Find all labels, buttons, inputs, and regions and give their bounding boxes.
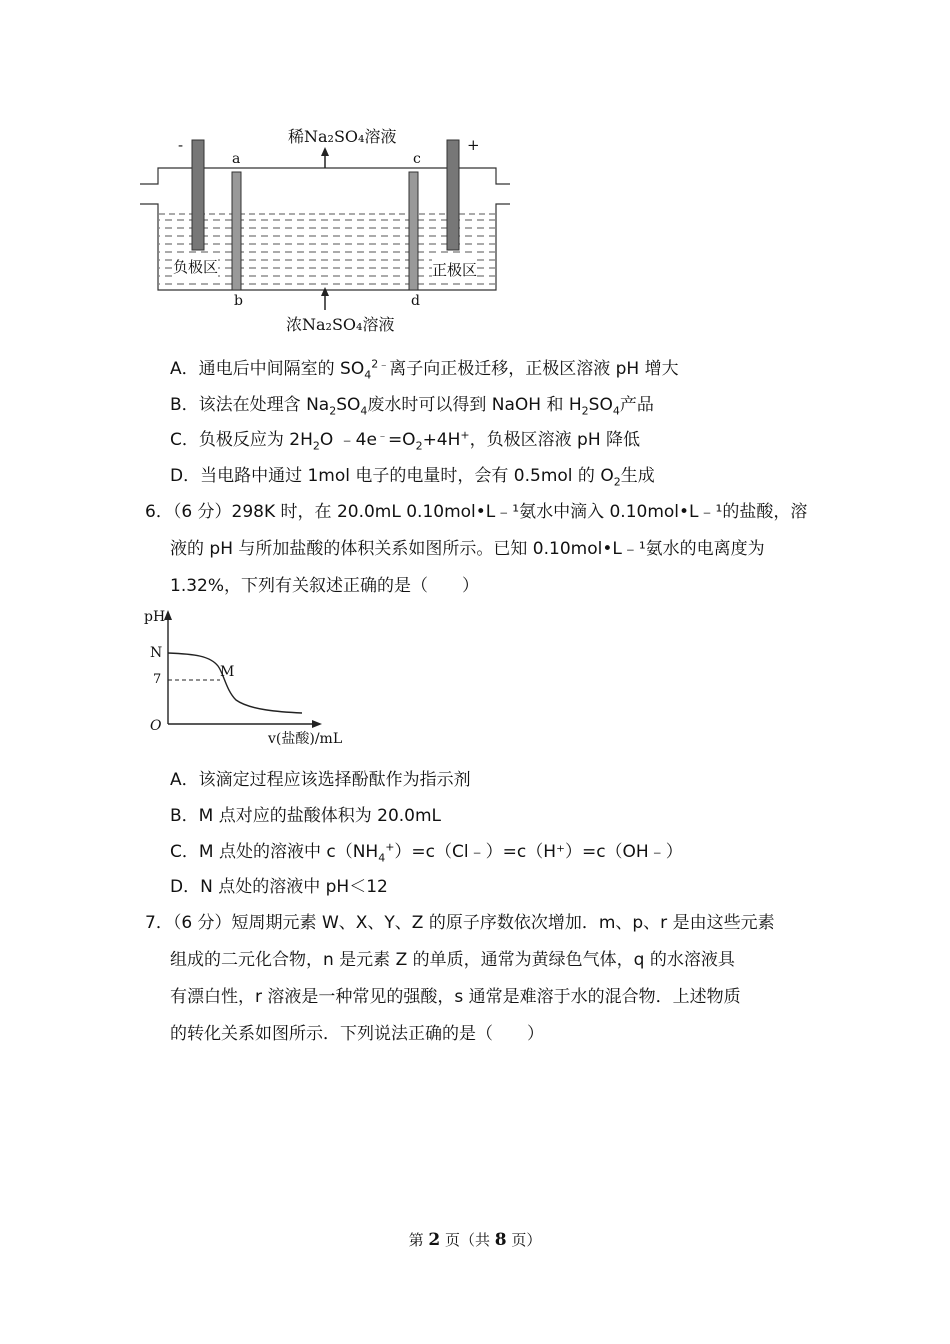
n-point-label: N [150, 645, 163, 661]
label-a: a [232, 151, 241, 167]
volume-axis-label: v(盐酸)/mL [268, 731, 343, 747]
q5-option-b: B．该法在处理含 $Na_2SO_4$废水时可以得到 NaOH 和 $H_2SO_4$产品 [170, 395, 654, 418]
positive-zone-label: 正极区 [432, 261, 478, 279]
negative-zone-label: 负极区 [173, 258, 219, 276]
current-page-number: 2 [428, 1230, 441, 1250]
label-c: c [413, 151, 421, 167]
ph-titration-graph [140, 606, 350, 748]
ph-axis-label: pH [144, 609, 166, 625]
label-b: b [234, 293, 243, 309]
q6-option-b: B．M 点对应的盐酸体积为 20.0mL [170, 806, 442, 826]
label-d: d [411, 293, 420, 309]
ph-curve-plot [140, 606, 350, 748]
q7-line-3: 有漂白性，r 溶液是一种常见的强酸，s 通常是难溶于水的混合物．上述物质 [170, 987, 741, 1007]
q7-line-2: 组成的二元化合物，n 是元素 Z 的单质，通常为黄绿色气体，q 的水溶液具 [170, 950, 735, 970]
q6-option-c: C．M 点处的溶液中 $c(NH_4^+)=c(Cl﹣)=c(H^+)=c(OH﹣)$ [170, 840, 683, 865]
q5-option-c: C．负极反应为 $2H_2O$ $﹣4e^﹣=O_2+4H^+$，负极区溶液 pH 降低 [170, 428, 641, 453]
bottom-solution-label: 浓Na₂SO₄溶液 [286, 315, 395, 334]
total-page-number: 8 [494, 1230, 507, 1250]
ph7-label: 7 [153, 672, 162, 687]
m-point-label: M [220, 664, 235, 680]
q7-line-1: 7．（6 分）短周期元素 W、X、Y、Z 的原子序数依次增加．m、p、r 是由这些元素 [145, 913, 775, 933]
q6-line-1: 6．（6 分）298K 时，在 20.0mL 0.10mol•L﹣¹氨水中滴入 0.10mol•L﹣¹的盐酸，溶 [145, 502, 808, 522]
electrolysis-diagram [140, 120, 520, 340]
q5-option-a: A．通电后中间隔室的 $SO_4^{2﹣}$离子向正极迁移，正极区溶液 pH 增大 [170, 357, 679, 382]
top-solution-label: 稀Na₂SO₄溶液 [288, 127, 397, 146]
plus-sign: + [467, 136, 480, 154]
page-footer: 第 2 页（共 8 页） [408, 1230, 542, 1250]
q5-option-d: D．当电路中通过 1mol 电子的电量时，会有 0.5mol 的 $O_2$生成 [170, 466, 655, 489]
q6-option-d: D．N 点处的溶液中 pH＜12 [170, 877, 388, 897]
q7-line-4: 的转化关系如图所示．下列说法正确的是（ ） [170, 1024, 544, 1044]
minus-sign: - [178, 136, 184, 154]
q6-option-a: A．该滴定过程应该选择酚酞作为指示剂 [170, 770, 471, 790]
q6-line-3: 1.32%，下列有关叙述正确的是（ ） [170, 576, 480, 596]
origin-label: O [150, 718, 162, 734]
electrolysis-figure [140, 120, 520, 340]
q6-line-2: 液的 pH 与所加盐酸的体积关系如图所示。已知 0.10mol•L﹣¹氨水的电离度为 [170, 539, 765, 559]
